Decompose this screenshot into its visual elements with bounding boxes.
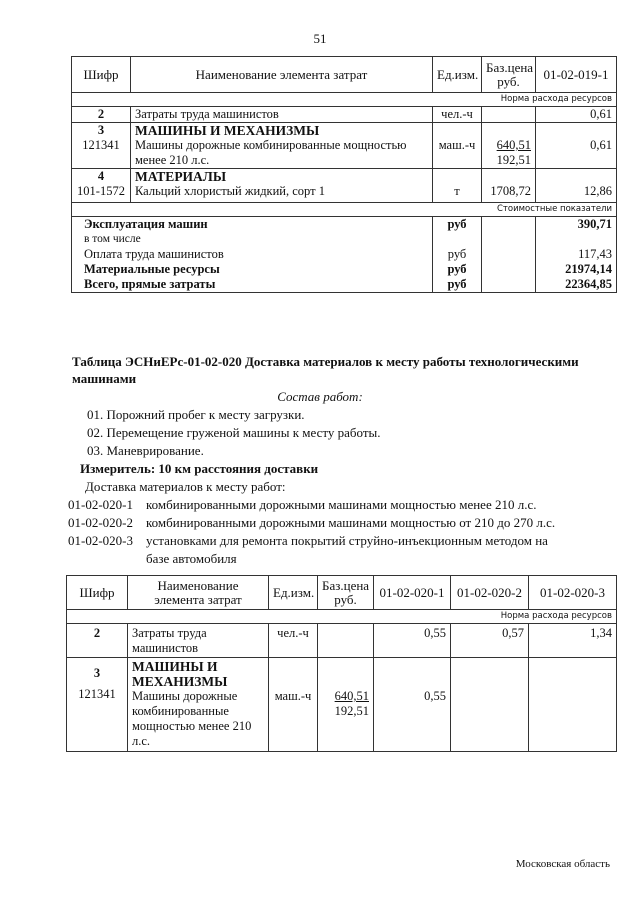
section-norm: Норма расхода ресурсов: [67, 610, 617, 624]
header-code: Шифр: [67, 576, 128, 610]
section-cost: Стоимостные показатели: [72, 202, 617, 216]
work-step: 02. Перемещение груженой машины к месту работы.: [87, 425, 381, 440]
header-name: Наименование элемента затрат: [128, 576, 269, 610]
table-row: 3 МАШИНЫ И МЕХАНИЗМЫ: [72, 123, 617, 139]
header-unit: Ед.изм.: [433, 57, 482, 93]
header-name: Наименование элемента затрат: [131, 57, 433, 93]
price-bottom: 192,51: [496, 153, 531, 167]
header-col-01-02-020-2: 01-02-020-2: [451, 576, 529, 610]
group-heading: МАШИНЫ И МЕХАНИЗМЫ: [132, 659, 228, 689]
header-code: Шифр: [72, 57, 131, 93]
table-row: 2 Затраты труда машинистов чел.-ч 0,55 0,57 1,34: [67, 624, 617, 658]
delivery-intro: Доставка материалов к месту работ:: [85, 479, 286, 494]
header-unit: Ед.изм.: [269, 576, 318, 610]
header-col-01-02-020-1: 01-02-020-1: [374, 576, 451, 610]
table-row: 3 121341 МАШИНЫ И МЕХАНИЗМЫ Машины дорожные комбинированные мощностью менее 210 л.с. маш.-ч 640,51 192,51 0,55: [67, 658, 617, 752]
header-price: Баз.цена руб.: [318, 576, 374, 610]
header-col-01-02-019-1: 01-02-019-1: [536, 57, 617, 93]
header-price: Баз.цена руб.: [482, 57, 536, 93]
work-step: 01. Порожний пробег к месту загрузки.: [87, 407, 305, 422]
variant-item: 01-02-020-2 комбинированными дорожными машинами мощностью от 210 до 270 л.с.: [68, 515, 556, 530]
cost-row: в том числе: [72, 232, 617, 247]
price-bottom: 192,51: [334, 704, 369, 718]
header-col-01-02-020-3: 01-02-020-3: [529, 576, 617, 610]
table-row: 121341 Машины дорожные комбинированные мощностью менее 210 л.с. маш.-ч 640,51 192,51 0,61: [72, 138, 617, 169]
variant-item: 01-02-020-3 установками для ремонта покрытий струйно-инъекционным методом на базе автомобиля: [68, 533, 548, 566]
cost-row: Оплата труда машинистов руб 117,43: [72, 247, 617, 262]
cost-row: Эксплуатация машин руб 390,71: [72, 216, 617, 232]
page-number: 51: [313, 31, 327, 46]
table-title: Таблица ЭСНиЕРс-01-02-020 Доставка материалов к месту работы технологическими машинами: [72, 354, 579, 386]
work-step: 03. Маневрирование.: [87, 443, 204, 458]
table-row: 101-1572 Кальций хлористый жидкий, сорт 1 т 1708,72 12,86: [72, 184, 617, 202]
cost-row: Всего, прямые затраты руб 22364,85: [72, 277, 617, 293]
table-row: 2 Затраты труда машинистов чел.-ч 0,61: [72, 107, 617, 123]
variant-item: 01-02-020-1 комбинированными дорожными машинами мощностью менее 210 л.с.: [68, 497, 537, 512]
section-norm: Норма расхода ресурсов: [72, 93, 617, 107]
measure-unit: Измеритель: 10 км расстояния доставки: [80, 461, 319, 476]
cost-row: Материальные ресурсы руб 21974,14: [72, 262, 617, 277]
price-top: 640,51: [334, 689, 369, 703]
table-row: 4 МАТЕРИАЛЫ: [72, 169, 617, 185]
footer-region: Московская область: [515, 858, 610, 870]
price-top: 640,51: [496, 138, 531, 152]
resource-table-01-02-020: [66, 575, 617, 752]
resource-table-01-02-019: [71, 56, 617, 293]
work-composition-heading: Состав работ:: [277, 389, 363, 404]
